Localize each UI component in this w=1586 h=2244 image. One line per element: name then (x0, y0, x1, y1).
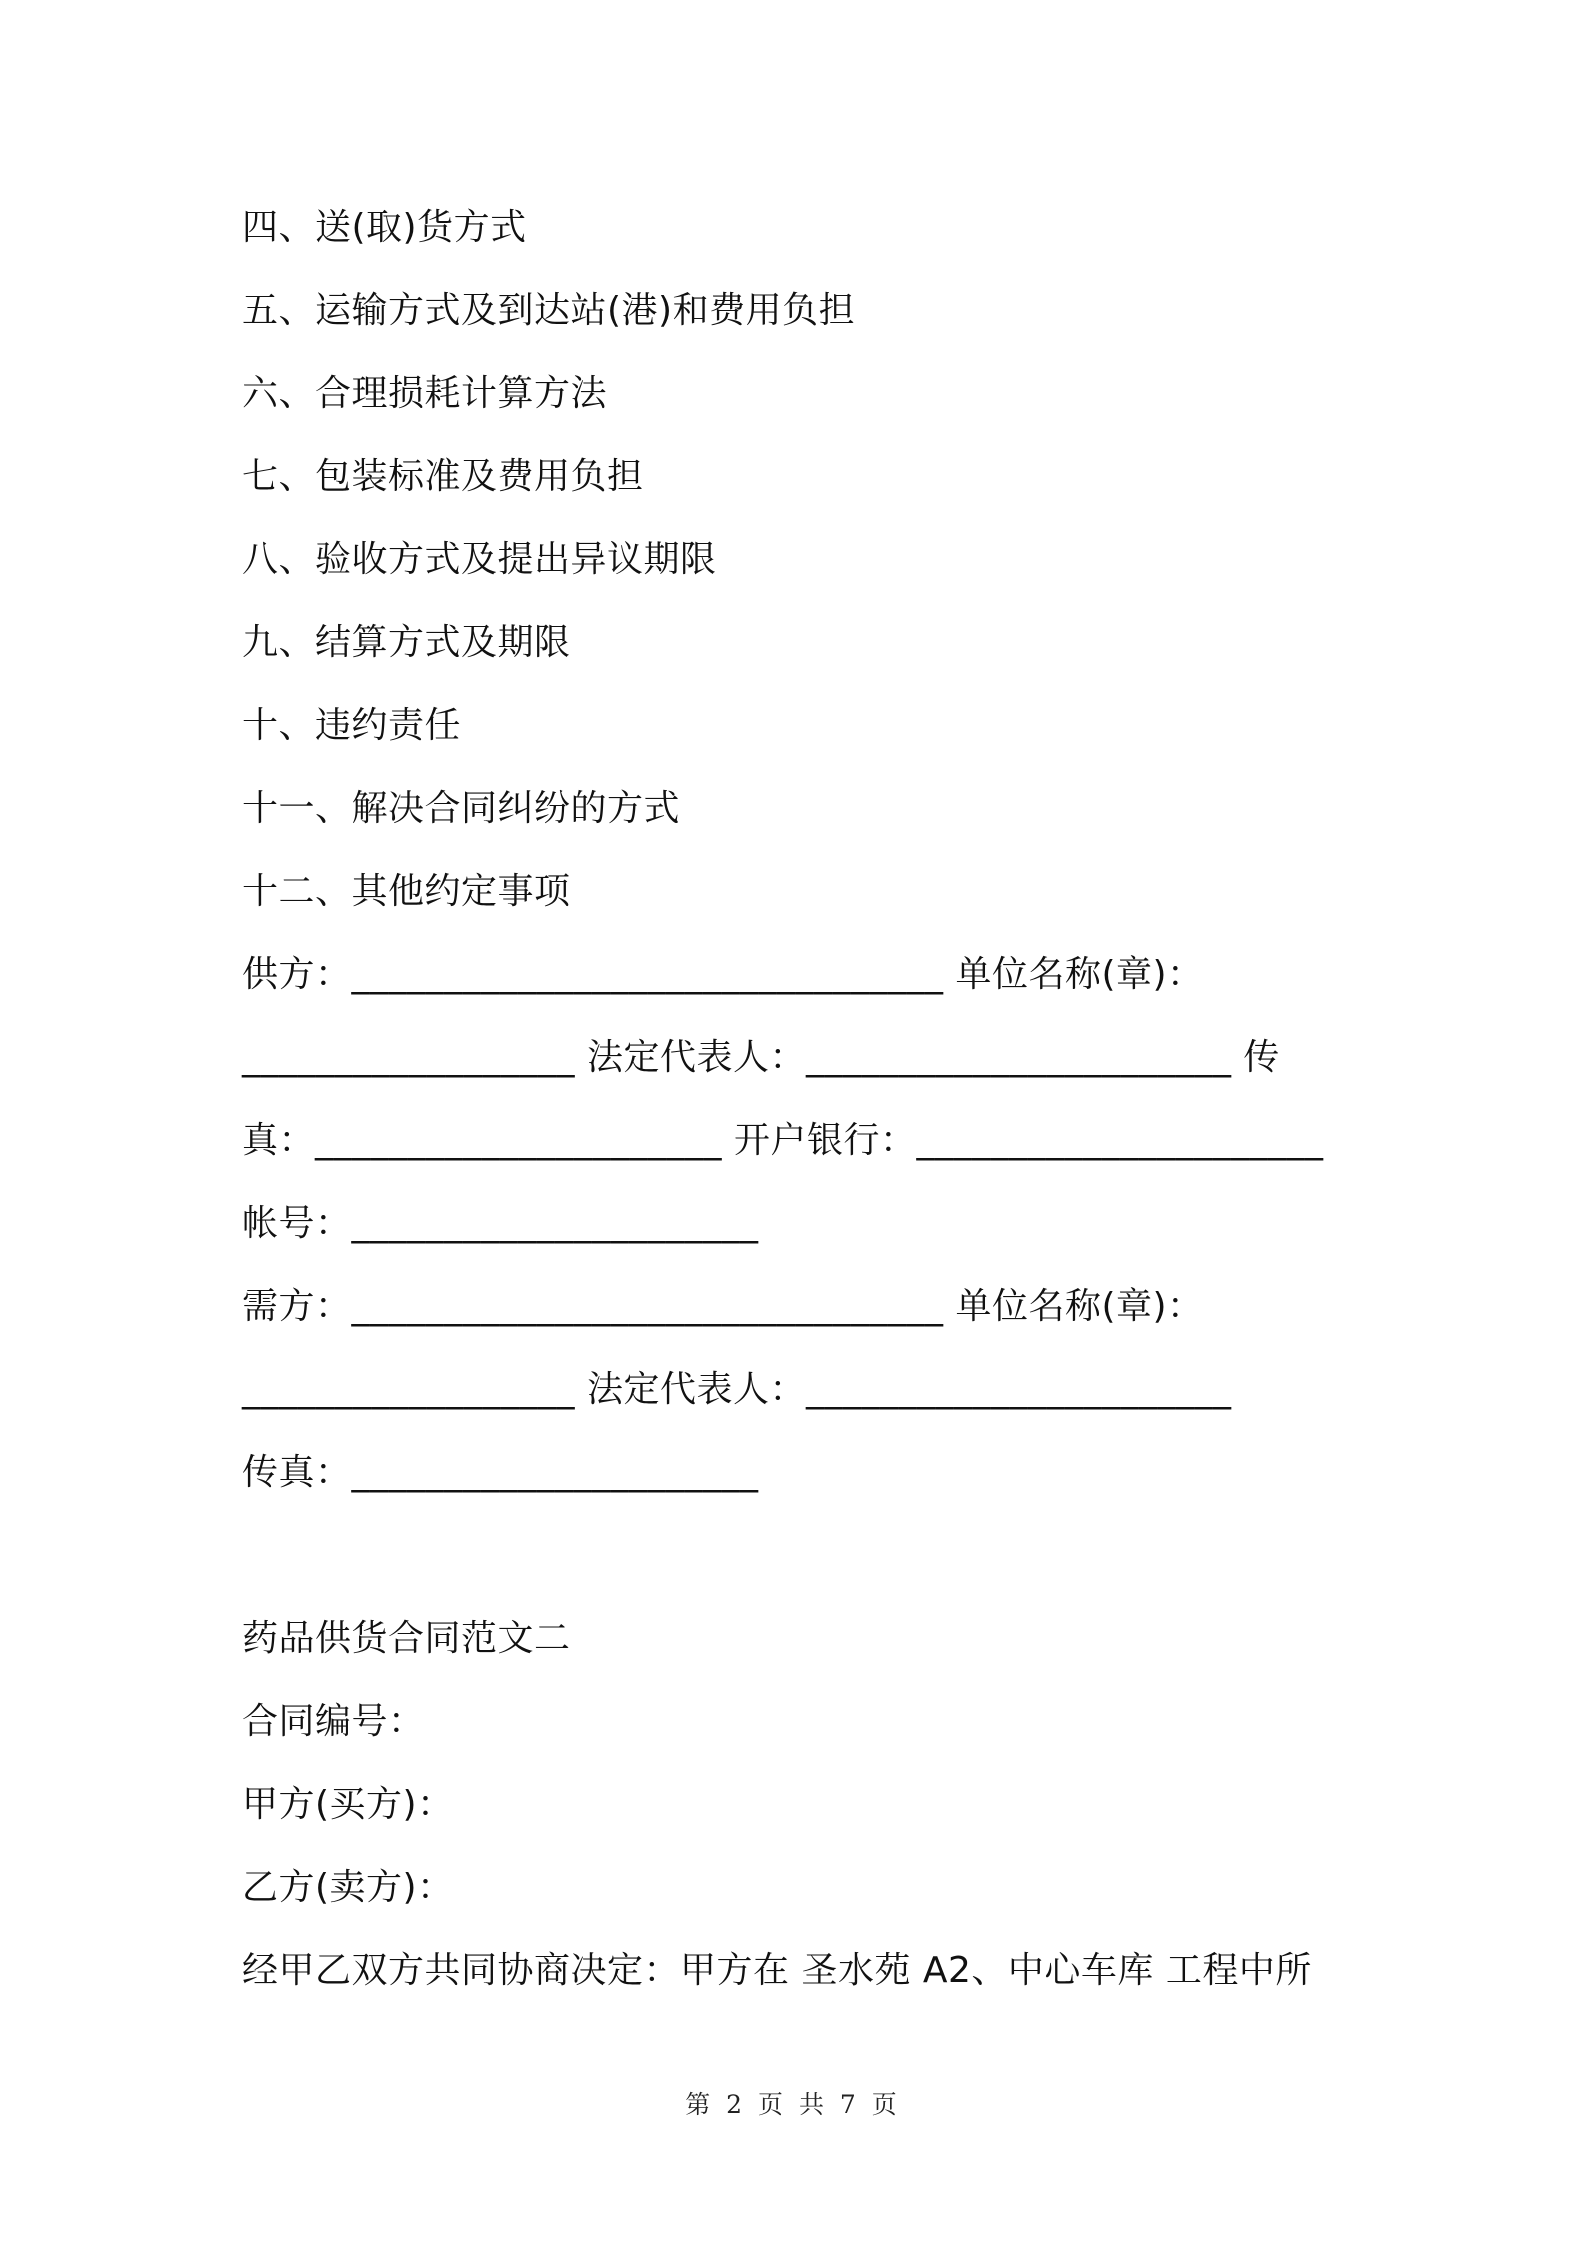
supplier-account-line: 帐号：______________________ (242, 1203, 759, 1244)
clause-delivery-method: 四、送(取)货方式 (242, 207, 527, 248)
buyer-representative-line: __________________ 法定代表人：_______________________ (242, 1369, 1232, 1410)
agreement-line: 经甲乙双方共同协商决定：甲方在 圣水苑 A2、中心车库 工程中所 (242, 1950, 1312, 1991)
clause-acceptance: 八、验收方式及提出异议期限 (242, 539, 717, 580)
clause-loss-calculation: 六、合理损耗计算方法 (242, 373, 608, 414)
buyer-line: 需方：________________________________ 单位名称(章)： (242, 1286, 1204, 1327)
clause-settlement: 九、结算方式及期限 (242, 622, 571, 663)
party-a-line: 甲方(买方)： (242, 1784, 454, 1825)
contract-number-line: 合同编号： (242, 1701, 425, 1742)
party-b-line: 乙方(卖方)： (242, 1867, 454, 1908)
supplier-line: 供方：________________________________ 单位名称(章)： (242, 954, 1204, 995)
clause-liability: 十、违约责任 (242, 705, 462, 746)
clause-dispute: 十一、解决合同纠纷的方式 (242, 788, 681, 829)
section-title: 药品供货合同范文二 (242, 1618, 571, 1659)
buyer-fax-line: 传真：______________________ (242, 1452, 759, 1493)
supplier-fax-bank-line: 真：______________________ 开户银行：______________________ (242, 1120, 1324, 1161)
clause-transport: 五、运输方式及到达站(港)和费用负担 (242, 290, 856, 331)
page-number: 第 2 页 共 7 页 (685, 2090, 901, 2119)
clause-packaging: 七、包装标准及费用负担 (242, 456, 644, 497)
supplier-representative-line: __________________ 法定代表人：_______________________ 传 (242, 1037, 1280, 1078)
clause-other: 十二、其他约定事项 (242, 871, 571, 912)
